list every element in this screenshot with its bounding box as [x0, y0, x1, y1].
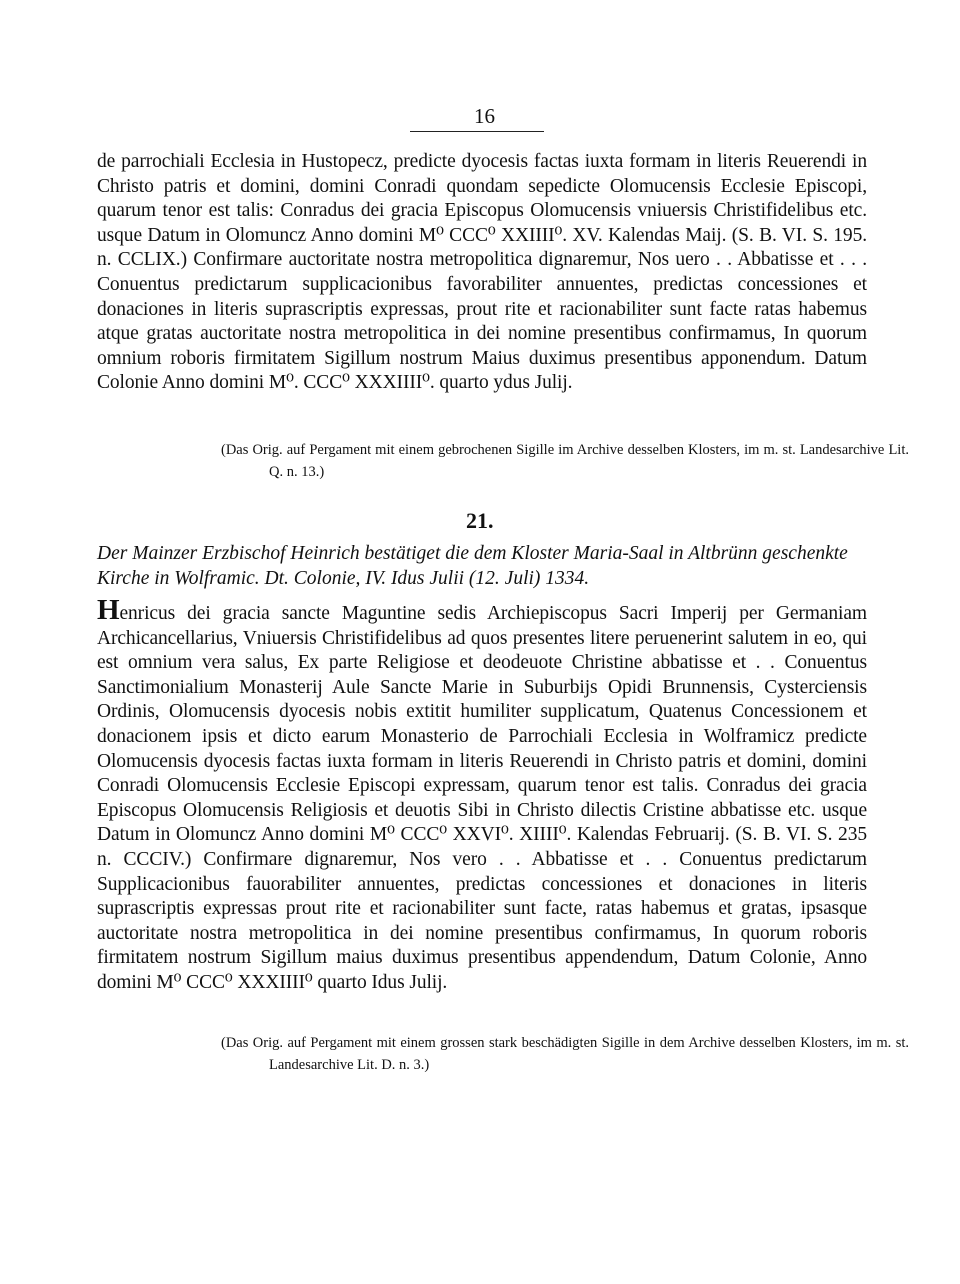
continuation-source-note: (Das Orig. auf Pergament mit einem gebrochenen Sigille im Archive desselben Klosters, im m. st. Landesarchive Lit. Q. n. 13.) — [221, 442, 909, 480]
page-number: 16 — [474, 104, 495, 128]
document-body — [97, 594, 867, 996]
document-number: 21. — [466, 508, 494, 533]
document-title: Der Mainzer Erzbischof Heinrich bestätiget die dem Kloster Maria-Saal in Altbrünn geschenkte Kirche in Wolframic. Dt. Colonie, IV. Idus Julii (12. Juli) 1334. — [97, 543, 848, 589]
continuation-paragraph: de parrochiali Ecclesia in Hustopecz, predicte dyocesis factas iuxta formam in literis Reuerendi in Christo patris et domini, domini Conradi quondam sepedicte Olomucensis Ecclesie Episcopi, quarum tenor est talis: Conradus dei gracia Episcopus Olomucensis vniuersis Christifidelibus etc. usque Datum in Olomuncz Anno domini M⁰ CCC⁰ XXIIII⁰. XV. Kalendas Maij. (S. B. VI. S. 195. n. CCLIX.) Confirmare auctoritate nostra metropolitica dignaremur, Nos uero . . Abbatisse et . . . Conuentus predictarum supplicacionibus favorabiliter annuentes, predictas concessiones et donaciones in literis suprascriptis expressas, prout rite et racionabiliter sunt facte ratas habemus atque gratas auctoritate nostra metropolitica in dei nomine presentibus confirmamus, In quorum omnium roboris firmitatem Sigillum nostrum Maius duximus presentibus apponendum. Datum Colonie Anno domini M⁰. CCC⁰ XXXIIII⁰. quarto ydus Julij. — [97, 151, 867, 394]
document-body-text: enricus dei gracia sancte Maguntine sedis Archiepiscopus Sacri Imperij per Germaniam Archicancellarius, Vniuersis Christifidelibus ad quos presentes litere peruenerint salutem in eo, qui est omnium vera salus, Ex parte Religiose et deodeuote Christine abbatisse et . . Conuentus Sanctimonialium Monasterij Aule Sancte Marie in Suburbijs Opidi Brunnensis, Cysterciensis Ordinis, Olomucensis dyocesis nobis extitit humiliter supplicatum, Quatenus Concessionem et donacionem ipsis et dicto earum Monasterio de Parrochiali Ecclesia in Wolframicz predicte Olomucensis dyocesis factas iuxta formam in literis Reuerendi in Christo patris et domini, domini Conradi Olomucensis Ecclesie Episcopi expressam, quarum tenor est talis. Conradus dei gracia Episcopus Olomucensis Religiosis et deuotis Sibi in Christo dilectis Cristine abbatisse etc. usque Datum in Olomuncz Anno domini M⁰ CCC⁰ XXVI⁰. XIIII⁰. Kalendas Februarij. (S. B. VI. S. 235 n. CCCIV.) Confirmare dignaremur, Nos vero . . Abbatisse et . . Conuentus predictarum Supplicacionibus fauorabiliter annuentes, predictas concessiones et donaciones in literis suprascriptis expressas prout rite et racionabiliter sunt facte, ratas habemus et gratas, ipsasque auctoritate nostra metropolitica in dei nomine presentibus confirmamus, In quorum roboris firmitatem nostrum Sigillum maius duximus presentibus appendendum, Datum Colonie, Anno domini M⁰ CCC⁰ XXXIIII⁰ quarto Idus Julij. — [97, 603, 867, 993]
drop-cap-initial: H — [97, 594, 120, 626]
document-source-note: (Das Orig. auf Pergament mit einem grossen stark beschädigten Sigille in dem Archive desselben Klosters, im m. st. Landesarchive Lit. D. n. 3.) — [221, 1035, 909, 1073]
page-number-rule — [410, 131, 544, 132]
